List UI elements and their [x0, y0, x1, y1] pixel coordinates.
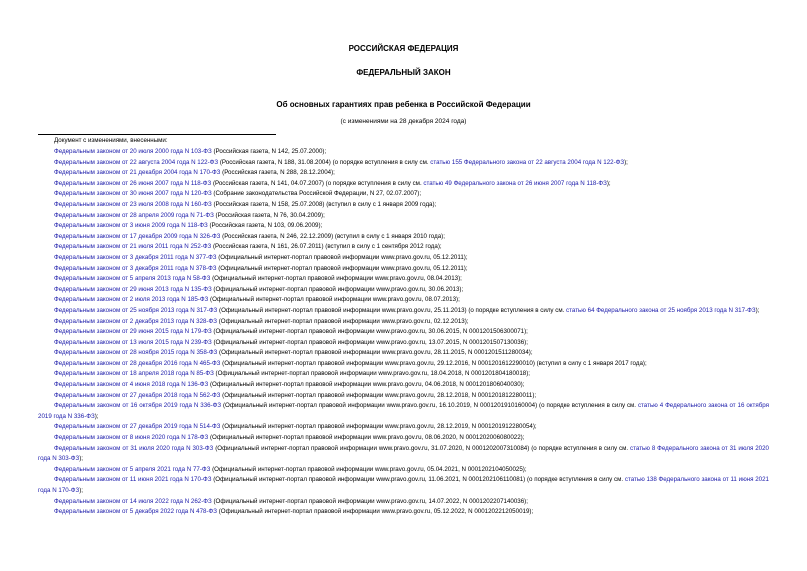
- federation-heading: РОССИЙСКАЯ ФЕДЕРАЦИЯ: [348, 44, 459, 53]
- change-entry: [38, 274, 769, 285]
- change-description-end: );: [755, 306, 760, 314]
- change-entry: [38, 497, 769, 508]
- change-entry: [38, 211, 769, 222]
- law-link[interactable]: Федеральным законом от 22 августа 2004 года N 122-ФЗ: [54, 158, 219, 166]
- change-entry: [38, 327, 769, 338]
- change-description: (Официальный интернет-портал правовой информации www.pravo.gov.ru, 28.12.2018, N 0001201812280011);: [220, 391, 537, 399]
- law-link[interactable]: Федеральным законом от 27 декабря 2019 года N 514-ФЗ: [54, 423, 221, 431]
- change-entry: [38, 475, 769, 496]
- law-link[interactable]: Федеральным законом от 3 декабря 2011 года N 378-ФЗ: [54, 264, 217, 272]
- change-description: (Официальный интернет-портал правовой информации www.pravo.gov.ru, 11.06.2021, N 0001202106110081) (о порядке вступления в силу см.: [211, 476, 625, 484]
- change-entry: [38, 422, 769, 433]
- change-description: (Официальный интернет-портал правовой информации www.pravo.gov.ru, 28.12.2019, N 0001201912280054);: [220, 423, 537, 431]
- law-link[interactable]: Федеральным законом от 17 декабря 2009 года N 326-ФЗ: [54, 232, 221, 240]
- change-entry: [38, 179, 769, 190]
- change-description: (Официальный интернет-портал правовой информации www.pravo.gov.ru, 31.07.2020, N 0001202007310084) (о порядке вступления в силу см.: [213, 444, 631, 452]
- change-entry: [38, 391, 769, 402]
- change-entry: [38, 221, 769, 232]
- change-description: (Российская газета, N 103, 09.06.2009);: [207, 222, 323, 230]
- law-link[interactable]: Федеральным законом от 16 октября 2019 года N 336-ФЗ: [54, 402, 222, 410]
- law-link[interactable]: Федеральным законом от 2 июля 2013 года N 185-ФЗ: [54, 296, 209, 304]
- article-link[interactable]: статью 49 Федерального закона от 26 июня 2007 года N 118-ФЗ: [423, 179, 607, 187]
- law-link[interactable]: Федеральным законом от 20 июля 2000 года N 103-ФЗ: [54, 148, 212, 155]
- change-description: (Официальный интернет-портал правовой информации www.pravo.gov.ru, 16.10.2019, N 0001201910160004) (о порядке вступления в силу см.: [221, 402, 638, 410]
- change-description: (Официальный интернет-портал правовой информации www.pravo.gov.ru, 18.04.2018, N 0001201804180018);: [213, 370, 530, 378]
- article-link[interactable]: статью 64 Федерального закона от 25 ноября 2013 года N 317-ФЗ: [566, 306, 756, 314]
- change-entry: [38, 433, 769, 444]
- change-entry: [38, 264, 769, 275]
- change-entry: [38, 369, 769, 380]
- document-title: Об основных гарантиях прав ребенка в Российской Федерации: [276, 100, 531, 109]
- change-description: (Официальный интернет-портал правовой информации www.pravo.gov.ru, 28.11.2015, N 0001201511280034);: [217, 349, 533, 357]
- change-entry: [38, 317, 769, 328]
- change-description-end: );: [94, 412, 99, 420]
- article-link[interactable]: статью 4 Федерального закона от 16 октября 2019 года N 336-ФЗ: [38, 402, 770, 420]
- change-description: (Официальный интернет-портал правовой информации www.pravo.gov.ru, 30.06.2013);: [211, 285, 464, 293]
- change-entry: [38, 348, 769, 359]
- change-entry: [38, 380, 769, 391]
- change-description: (Официальный интернет-портал правовой информации www.pravo.gov.ru, 04.06.2018, N 0001201806040030);: [208, 381, 525, 389]
- changes-intro: Документ с изменениями, внесенными:: [54, 137, 168, 144]
- law-link[interactable]: Федеральным законом от 5 декабря 2022 года N 478-ФЗ: [54, 508, 217, 516]
- law-link[interactable]: Федеральным законом от 26 июня 2007 года N 118-ФЗ: [54, 179, 212, 187]
- law-link[interactable]: Федеральным законом от 11 июня 2021 года N 170-ФЗ: [54, 476, 212, 484]
- change-entry: [38, 200, 769, 211]
- law-link[interactable]: Федеральным законом от 30 июня 2007 года N 120-ФЗ: [54, 190, 212, 198]
- law-link[interactable]: Федеральным законом от 28 декабря 2016 года N 465-ФЗ: [54, 359, 221, 367]
- change-entry: [38, 158, 769, 169]
- law-link[interactable]: Федеральным законом от 3 июня 2009 года N 118-ФЗ: [54, 222, 208, 230]
- law-link[interactable]: Федеральным законом от 13 июля 2015 года N 239-ФЗ: [54, 338, 212, 346]
- law-link[interactable]: Федеральным законом от 21 декабря 2004 года N 170-ФЗ: [54, 169, 221, 177]
- change-entry: [38, 242, 769, 253]
- change-entry: [38, 507, 769, 518]
- change-description: (Официальный интернет-портал правовой информации www.pravo.gov.ru, 05.12.2022, N 0001202212050019);: [216, 508, 534, 516]
- change-description: (Официальный интернет-портал правовой информации www.pravo.gov.ru, 13.07.2015, N 0001201507130036);: [211, 338, 528, 346]
- change-description: (Российская газета, N 141, 04.07.2007) (о порядке вступления в силу см.: [211, 179, 424, 187]
- change-description: (Официальный интернет-портал правовой информации www.pravo.gov.ru, 02.12.2013);: [216, 317, 469, 325]
- law-link[interactable]: Федеральным законом от 14 июля 2022 года N 262-ФЗ: [54, 497, 212, 505]
- change-entry: [38, 359, 769, 370]
- law-link[interactable]: Федеральным законом от 25 ноября 2013 года N 317-ФЗ: [54, 306, 218, 314]
- change-entry: [38, 189, 769, 200]
- change-description: (Официальный интернет-портал правовой информации www.pravo.gov.ru, 05.12.2011);: [216, 253, 468, 261]
- change-description: (Официальный интернет-портал правовой информации www.pravo.gov.ru, 05.04.2021, N 0001202104050025);: [210, 465, 527, 473]
- law-link[interactable]: Федеральным законом от 4 июня 2018 года N 136-ФЗ: [54, 381, 209, 389]
- change-description: (Российская газета, N 158, 25.07.2008) (вступил в силу с 1 января 2009 года);: [211, 200, 437, 208]
- change-entry: [38, 147, 769, 158]
- law-link[interactable]: Федеральным законом от 2 декабря 2013 года N 328-ФЗ: [54, 317, 217, 325]
- change-entry: [38, 401, 769, 422]
- law-link[interactable]: Федеральным законом от 31 июля 2020 года N 303-ФЗ: [54, 444, 214, 452]
- law-link[interactable]: Федеральным законом от 21 июля 2011 года N 252-ФЗ: [54, 243, 212, 251]
- law-link[interactable]: Федеральным законом от 29 июня 2013 года N 135-ФЗ: [54, 285, 212, 293]
- change-entry: [38, 253, 769, 264]
- changes-list: [38, 147, 769, 518]
- change-description: (Официальный интернет-портал правовой информации www.pravo.gov.ru, 08.04.2013);: [210, 275, 462, 283]
- article-link[interactable]: статью 138 Федерального закона от 11 июня 2021 года N 170-ФЗ: [38, 476, 770, 494]
- law-link[interactable]: Федеральным законом от 23 июля 2008 года N 160-ФЗ: [54, 200, 212, 208]
- change-description-end: );: [79, 455, 83, 463]
- change-description: (Официальный интернет-портал правовой информации www.pravo.gov.ru, 08.07.2013);: [208, 296, 460, 304]
- change-description: (Российская газета, N 288, 28.12.2004);: [220, 169, 335, 177]
- change-description: (Российская газета, N 188, 31.08.2004) (о порядке вступления в силу см.: [218, 158, 431, 166]
- change-description: (Официальный интернет-портал правовой информации www.pravo.gov.ru, 30.06.2015, N 0001201506300071);: [211, 328, 528, 336]
- law-link[interactable]: Федеральным законом от 3 декабря 2011 года N 377-ФЗ: [54, 253, 217, 261]
- law-link[interactable]: Федеральным законом от 5 апреля 2021 года N 77-ФЗ: [54, 465, 211, 473]
- change-description-end: );: [606, 179, 611, 187]
- law-link[interactable]: Федеральным законом от 28 апреля 2009 года N 71-ФЗ: [54, 211, 214, 219]
- law-link[interactable]: Федеральным законом от 18 апреля 2018 года N 85-ФЗ: [54, 370, 214, 378]
- change-description: (Официальный интернет-портал правовой информации www.pravo.gov.ru, 25.11.2013) (о порядке вступления в силу см.: [217, 306, 567, 314]
- change-entry: [38, 168, 769, 179]
- law-link[interactable]: Федеральным законом от 27 декабря 2018 года N 562-ФЗ: [54, 391, 221, 399]
- change-description-end: );: [79, 487, 83, 494]
- change-entry: [38, 444, 769, 465]
- law-link[interactable]: Федеральным законом от 28 ноября 2015 года N 358-ФЗ: [54, 349, 218, 357]
- change-entry: [38, 295, 769, 306]
- change-description-end: );: [624, 158, 628, 166]
- law-link[interactable]: Федеральным законом от 5 апреля 2013 года N 58-ФЗ: [54, 275, 211, 283]
- edition-note: (с изменениями на 28 декабря 2024 года): [340, 118, 467, 125]
- law-type-heading: ФЕДЕРАЛЬНЫЙ ЗАКОН: [356, 68, 451, 77]
- change-description: (Российская газета, N 76, 30.04.2009);: [213, 211, 325, 219]
- change-description: (Официальный интернет-портал правовой информации www.pravo.gov.ru, 05.12.2011);: [216, 264, 468, 272]
- change-description: (Российская газета, N 142, 25.07.2000);: [211, 148, 327, 155]
- change-entry: [38, 232, 769, 243]
- article-link[interactable]: статью 8 Федерального закона от 31 июля 2020 года N 303-ФЗ: [38, 444, 769, 463]
- change-entry: [38, 285, 769, 296]
- change-description: (Официальный интернет-портал правовой информации www.pravo.gov.ru, 14.07.2022, N 0001202207140036);: [211, 497, 528, 505]
- article-link[interactable]: статью 155 Федерального закона от 22 августа 2004 года N 122-ФЗ: [430, 158, 625, 166]
- change-description: (Российская газета, N 161, 26.07.2011) (вступил в силу с 1 сентября 2012 года);: [211, 243, 442, 251]
- change-description: (Собрание законодательства Российской Федерации, N 27, 02.07.2007);: [211, 190, 422, 198]
- law-link[interactable]: Федеральным законом от 8 июня 2020 года N 178-ФЗ: [54, 434, 209, 442]
- change-entry: [38, 338, 769, 349]
- change-description: (Официальный интернет-портал правовой информации www.pravo.gov.ru, 29.12.2016, N 0001201612290010) (вступил в силу с 1 января 2017 года);: [220, 359, 647, 367]
- law-link[interactable]: Федеральным законом от 29 июня 2015 года N 179-ФЗ: [54, 328, 212, 336]
- change-description: (Официальный интернет-портал правовой информации www.pravo.gov.ru, 08.06.2020, N 0001202006080022);: [208, 434, 525, 442]
- change-description: (Российская газета, N 246, 22.12.2009) (вступил в силу с 1 января 2010 года);: [220, 232, 445, 240]
- change-entry: [38, 465, 769, 476]
- divider-line: [38, 134, 276, 135]
- change-entry: [38, 306, 769, 317]
